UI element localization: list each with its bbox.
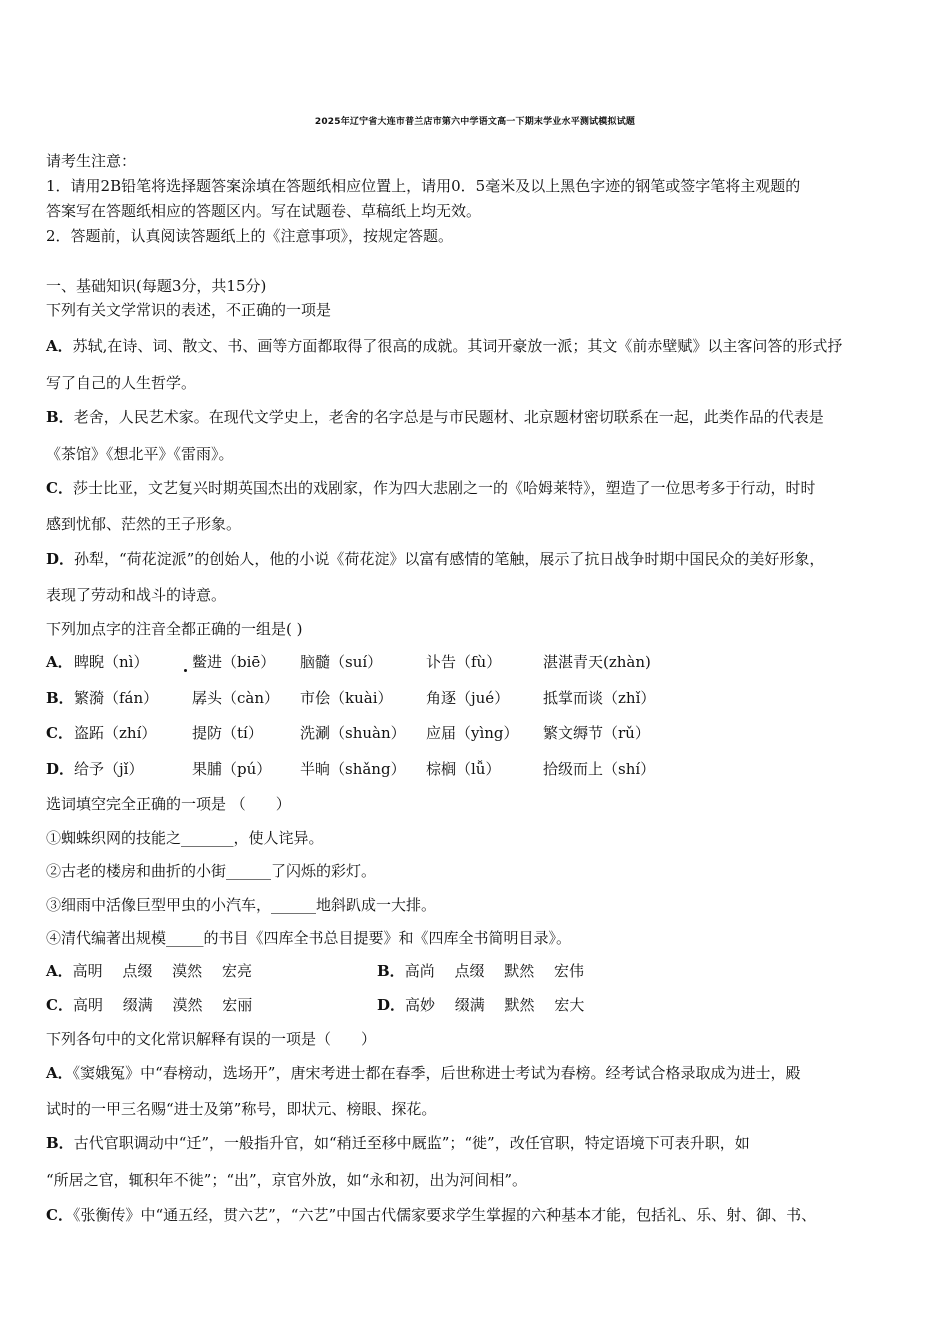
option-text: 《窦娥冤》中“春榜动，选场开”，唐宋考进士都在春季，后世称进士考试为春榜。经考试合格录取成为进士，殿 <box>72 1064 801 1082</box>
question-1-option-d-cont: 表现了劳动和战斗的诗意。 <box>46 586 227 604</box>
question-3-option-b <box>377 961 584 981</box>
question-2-stem: 下列加点字的注音全都正确的一组是( ) <box>46 620 303 638</box>
question-1-stem: 下列有关文学常识的表述，不正确的一项是 <box>46 301 332 319</box>
q2-row-c-label: C． <box>46 724 73 742</box>
question-3-sentence-2: ②古老的楼房和曲折的小街______了闪烁的彩灯。 <box>46 862 377 880</box>
option-text: 高明 缀满 漠然 宏丽 <box>72 996 253 1014</box>
q2-row-c-item-5: 繁文缛节（rǔ） <box>543 724 650 742</box>
option-label: B． <box>46 408 74 426</box>
q2-row-b-item-3: 市侩（kuài） <box>300 689 393 707</box>
q2-row-c-item-2: 提防（tí） <box>192 724 263 742</box>
question-4-option-a <box>46 1063 800 1083</box>
option-label: B． <box>377 962 405 980</box>
q2-row-a-item-1: 睥睨（nì） <box>74 653 149 671</box>
q2-row-a-label: A． <box>46 653 73 671</box>
q2-row-d-item-3: 半晌（shǎng） <box>300 760 406 778</box>
q2-row-b-item-1: 繁漪（fán） <box>74 689 159 707</box>
q2-row-a-item-5: 湛湛青天(zhàn) <box>543 653 651 671</box>
question-1-option-c <box>46 478 815 498</box>
question-1-option-b <box>46 407 824 427</box>
option-label: B． <box>46 1134 74 1152</box>
q2-row-b-item-2: 孱头（càn） <box>192 689 280 707</box>
q2-row-c-item-1: 盗跖（zhí） <box>74 724 157 742</box>
option-label: C． <box>46 996 73 1014</box>
option-text: 高明 点缀 漠然 宏亮 <box>72 962 252 980</box>
question-3-stem: 选词填空完全正确的一项是 （ ） <box>46 795 291 813</box>
question-1-option-a <box>46 336 842 356</box>
notice-item-2: 2．答题前，认真阅读答题纸上的《注意事项》，按规定答题。 <box>46 227 454 245</box>
q2-row-a-item-2: 鳖进（biē） <box>192 653 276 671</box>
emphasis-dot <box>184 669 187 672</box>
option-text: 苏轼,在诗、词、散文、书、画等方面都取得了很高的成就。其词开豪放一派；其文《前赤壁赋》以主客问答的形式抒 <box>72 337 843 355</box>
question-3-sentence-3: ③细雨中活像巨型甲虫的小汽车，______地斜趴成一大排。 <box>46 896 437 914</box>
q2-row-d-item-4: 棕榈（lǚ） <box>426 760 501 778</box>
question-3-option-c <box>46 995 252 1015</box>
option-label: A． <box>46 337 73 355</box>
question-4-option-b <box>46 1133 750 1153</box>
q2-row-d-label: D． <box>46 760 75 778</box>
question-4-option-a-cont: 试时的一甲三名赐“进士及第”称号，即状元、榜眼、探花。 <box>46 1100 437 1118</box>
q2-row-a-item-4: 讣告（fù） <box>426 653 502 671</box>
option-text: 高妙 缀满 默然 宏大 <box>405 996 585 1014</box>
question-1-option-c-cont: 感到忧郁、茫然的王子形象。 <box>46 515 242 533</box>
notice-heading: 请考生注意： <box>46 152 137 170</box>
section-heading: 一、基础知识(每题3分，共15分) <box>46 277 267 295</box>
question-3-option-a <box>46 961 252 981</box>
option-text: 高尚 点缀 默然 宏伟 <box>404 962 584 980</box>
question-3-sentence-4: ④清代编著出规模_____的书目《四库全书总目提要》和《四库全书简明目录》。 <box>46 929 572 947</box>
notice-item-1-line-2: 答案写在答题纸相应的答题区内。写在试题卷、草稿纸上均无效。 <box>46 202 482 220</box>
q2-row-d-item-1: 给予（jǐ） <box>74 760 144 778</box>
q2-row-b-item-5: 抵掌而谈（zhǐ） <box>543 689 656 707</box>
question-1-option-a-cont: 写了自己的人生哲学。 <box>46 374 197 392</box>
page-title: 2025年辽宁省大连市普兰店市第六中学语文高一下期末学业水平测试模拟试题 <box>314 117 636 127</box>
option-label: D． <box>46 550 75 568</box>
q2-row-d-item-2: 果脯（pú） <box>192 760 272 778</box>
question-4-option-c <box>46 1205 816 1225</box>
question-1-option-b-cont: 《茶馆》《想北平》《雷雨》。 <box>46 445 234 463</box>
q2-row-b-item-4: 角逐（jué） <box>426 689 510 707</box>
option-label: A． <box>46 962 73 980</box>
option-label: A． <box>46 1064 73 1082</box>
option-text: 古代官职调动中“迁”，一般指升官，如“稍迁至移中厩监”；“徙”，改任官职，特定语境下可表升职，如 <box>73 1134 750 1152</box>
q2-row-d-item-5: 拾级而上（shí） <box>543 760 656 778</box>
option-text: 老舍，人民艺术家。在现代文学史上，老舍的名字总是与市民题材、北京题材密切联系在一起，此类作品的代表是 <box>73 408 824 426</box>
option-text: 孙犁，“荷花淀派”的创始人，他的小说《荷花淀》以富有感情的笔触，展示了抗日战争时期中国民众的美好形象， <box>74 550 825 568</box>
option-text: 莎士比亚，文艺复兴时期英国杰出的戏剧家，作为四大悲剧之一的《哈姆莱特》，塑造了一位思考多于行动，时时 <box>72 479 816 497</box>
option-label: D． <box>377 996 406 1014</box>
question-1-option-d <box>46 549 824 569</box>
q2-row-c-item-4: 应届（yìng） <box>426 724 519 742</box>
option-text: 《张衡传》中“通五经，贯六艺”，“六艺”中国古代儒家要求学生掌握的六种基本才能，包括礼、乐、射、御、书、 <box>72 1206 817 1224</box>
q2-row-b-label: B． <box>46 689 74 707</box>
question-3-option-d <box>377 995 584 1015</box>
option-label: C． <box>46 479 73 497</box>
question-4-option-b-cont: “所居之官，辄积年不徙”；“出”，京官外放，如“永和初，出为河间相”。 <box>46 1171 528 1189</box>
question-3-sentence-1: ①蜘蛛织网的技能之_______，使人诧异。 <box>46 829 324 847</box>
q2-row-c-item-3: 洗涮（shuàn） <box>300 724 406 742</box>
notice-item-1-line-1: 1．请用2B铅笔将选择题答案涂填在答题纸相应位置上，请用0．5毫米及以上黑色字迹的钢笔或签字笔将主观题的 <box>46 177 801 195</box>
question-4-stem: 下列各句中的文化常识解释有误的一项是（ ） <box>46 1030 377 1048</box>
q2-row-a-item-3: 脑髓（suí） <box>300 653 383 671</box>
option-label: C． <box>46 1206 73 1224</box>
